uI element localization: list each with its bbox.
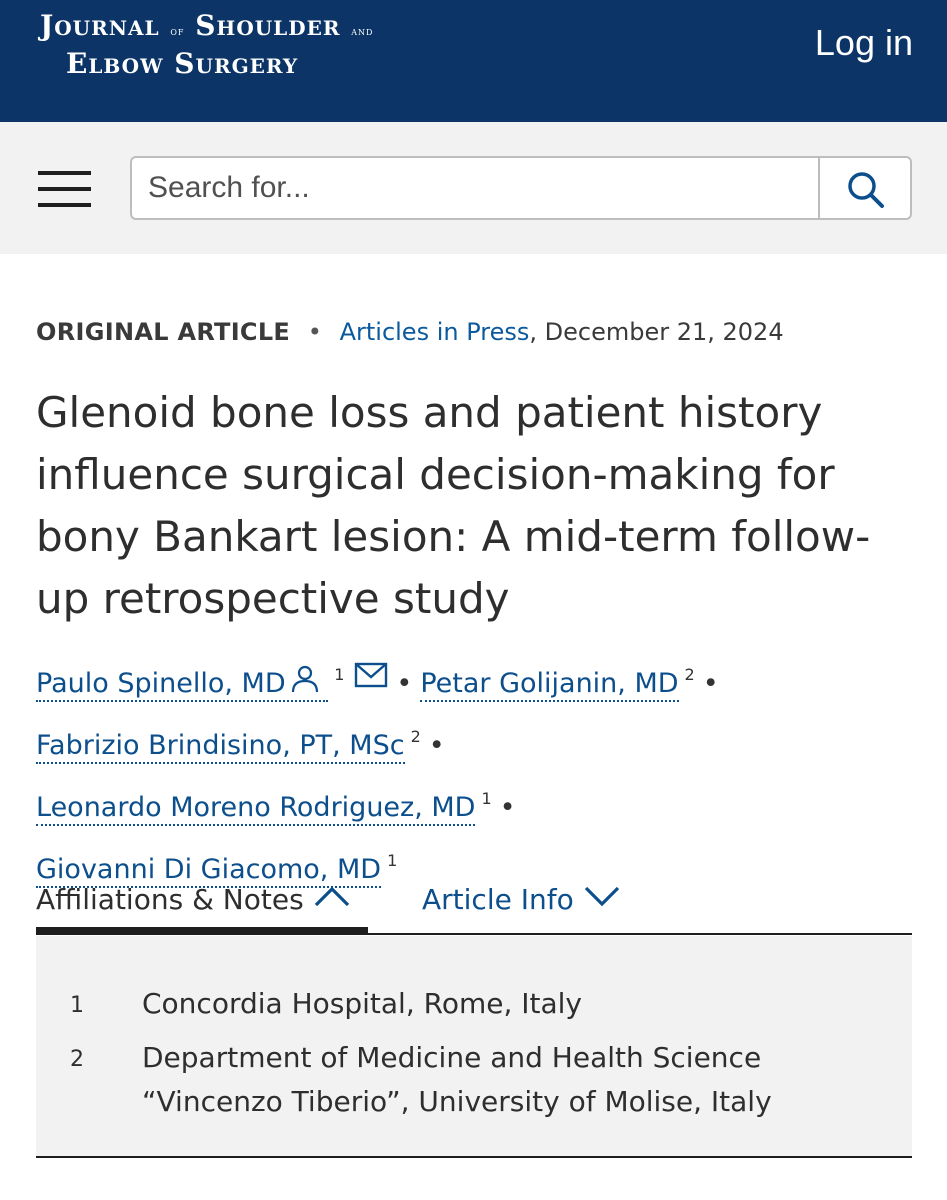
tab-label: Article Info	[422, 883, 574, 916]
author-link[interactable]: Petar Golijanin, MD	[420, 668, 678, 702]
search-bar-row	[0, 122, 947, 254]
logo-line-2: Elbow Surgery	[66, 47, 299, 80]
affiliation-text: Concordia Hospital, Rome, Italy	[142, 987, 583, 1020]
author-name: Paulo Spinello, MD	[36, 668, 286, 699]
chevron-down-icon	[584, 885, 620, 907]
logo-word-of: of	[170, 24, 185, 38]
affiliations-panel	[36, 936, 912, 1158]
meta-separator: •	[307, 318, 322, 346]
author-separator: •	[428, 730, 445, 761]
logo-word-journal: Journal	[40, 9, 160, 42]
logo-word-and: and	[351, 24, 374, 38]
envelope-icon[interactable]	[354, 662, 388, 688]
author-separator: •	[396, 668, 413, 699]
affiliation-number: 2	[70, 1047, 84, 1072]
logo-word-shoulder: Shoulder	[195, 9, 341, 42]
affiliation-number: 1	[70, 993, 84, 1018]
active-tab-indicator	[36, 927, 368, 934]
search-icon	[846, 170, 886, 210]
author-affil-sup: 1	[387, 851, 398, 870]
affiliation-text: Department of Medicine and Health Science “Vincenzo Tiberio”, University of Molise, Italy	[142, 1041, 772, 1118]
article-type: ORIGINAL ARTICLE	[36, 318, 291, 346]
tab-article-info[interactable]	[422, 883, 620, 916]
author-link[interactable]	[36, 668, 328, 702]
author-link[interactable]: Fabrizio Brindisino, PT, MSc	[36, 730, 405, 764]
author-list	[36, 648, 916, 896]
person-icon	[290, 664, 320, 694]
author-affil-sup: 2	[410, 727, 421, 746]
author-affil-sup: 1	[481, 789, 492, 808]
tab-affiliations-notes[interactable]	[36, 883, 350, 916]
logo-line-1	[40, 9, 374, 42]
site-header	[0, 0, 947, 122]
article-meta	[36, 318, 784, 346]
hamburger-menu-icon[interactable]	[38, 171, 91, 207]
author-link[interactable]: Leonardo Moreno Rodriguez, MD	[36, 792, 475, 826]
search-box	[130, 156, 912, 220]
article-tabs	[36, 875, 912, 935]
article-date: , December 21, 2024	[529, 318, 784, 346]
tab-label: Affiliations & Notes	[36, 883, 304, 916]
author-separator: •	[702, 668, 719, 699]
author-line-3	[36, 772, 916, 834]
login-link[interactable]: Log in	[814, 22, 913, 63]
search-input[interactable]	[132, 158, 818, 218]
articles-in-press-link[interactable]: Articles in Press	[339, 318, 530, 346]
author-line-2	[36, 710, 916, 772]
author-link[interactable]: Giovanni Di Giacomo, MD	[36, 854, 381, 888]
article-title: Glenoid bone loss and patient history influence surgical decision-making for bony Bankart lesion: A mid-term follow-up retrospective study	[36, 388, 871, 623]
author-affil-sup: 2	[684, 665, 695, 684]
chevron-up-icon	[314, 885, 350, 907]
author-affil-sup: 1	[334, 665, 345, 684]
author-line-1	[36, 648, 916, 710]
search-button[interactable]	[818, 158, 910, 218]
author-separator: •	[499, 792, 516, 823]
